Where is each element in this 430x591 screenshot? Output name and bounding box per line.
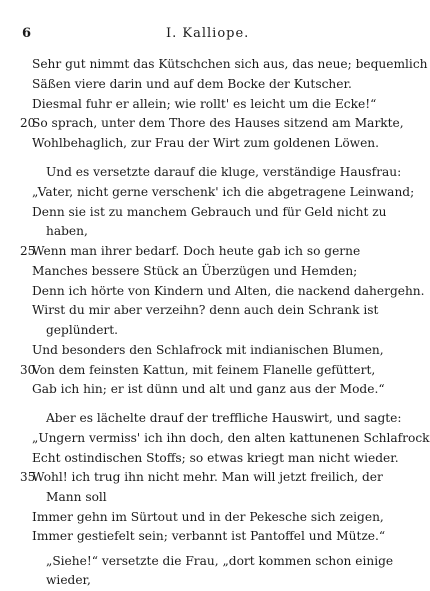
line-number: 20: [20, 116, 36, 130]
verse-line: Und es versetzte darauf die kluge, verständige Hausfrau:: [46, 165, 402, 179]
verse-line: Wirst du mir aber verzeihn? denn auch dein Schrank ist: [32, 303, 379, 317]
verse-line: Denn ich hörte von Kindern und Alten, die nackend dahergehn.: [32, 284, 425, 298]
verse-line: Immer gestiefelt sein; verbannt ist Pantoffel und Mütze.“: [32, 529, 386, 543]
line-number: 25: [20, 244, 36, 258]
verse-line: Aber es lächelte drauf der treffliche Hauswirt, und sagte:: [46, 411, 402, 425]
verse-line: geplündert.: [46, 323, 119, 337]
verse-line: Denn sie ist zu manchem Gebrauch und für Geld nicht zu: [32, 205, 387, 219]
verse-line: „Vater, nicht gerne verschenk' ich die abgetragene Leinwand;: [32, 185, 415, 199]
verse-line: Wohlbehaglich, zur Frau der Wirt zum goldenen Löwen.: [32, 136, 380, 150]
line-number: 30: [20, 363, 36, 377]
verse-line: Von dem feinsten Kattun, mit feinem Flanelle gefüttert,: [32, 363, 376, 377]
running-title: I. Kalliope.: [166, 26, 250, 41]
verse-line: Manches bessere Stück an Überzügen und Hemden;: [32, 264, 358, 278]
line-number: 35: [20, 470, 36, 484]
verse-line: wieder,: [46, 573, 91, 587]
verse-line: Wenn man ihrer bedarf. Doch heute gab ich so gerne: [32, 244, 361, 258]
verse-line: Gab ich hin; er ist dünn und alt und ganz aus der Mode.“: [32, 382, 385, 396]
verse-line: Sehr gut nimmt das Kütschchen sich aus, das neue; bequemlich: [32, 57, 428, 71]
page-number: 6: [22, 26, 32, 41]
verse-line: Wohl! ich trug ihn nicht mehr. Man will jetzt freilich, der: [32, 470, 383, 484]
verse-line: Diesmal fuhr er allein; wie rollt' es leicht um die Ecke!“: [32, 97, 377, 111]
verse-line: So sprach, unter dem Thore des Hauses sitzend am Markte,: [32, 116, 404, 130]
verse-line: Immer gehn im Sürtout und in der Pekesche sich zeigen,: [32, 510, 384, 524]
verse-line: Und besonders den Schlafrock mit indianischen Blumen,: [32, 343, 384, 357]
verse-line: Echt ostindischen Stoffs; so etwas kriegt man nicht wieder.: [32, 451, 399, 465]
verse-line: Säßen viere darin und auf dem Bocke der Kutscher.: [32, 77, 352, 91]
verse-line: „Ungern vermiss' ich ihn doch, den alten kattunenen Schlafrock: [32, 431, 430, 445]
verse-line: Mann soll: [46, 490, 107, 504]
verse-line: haben,: [46, 224, 88, 238]
verse-line: „Siehe!“ versetzte die Frau, „dort kommen schon einige: [46, 554, 394, 568]
page-header: [0, 26, 416, 44]
